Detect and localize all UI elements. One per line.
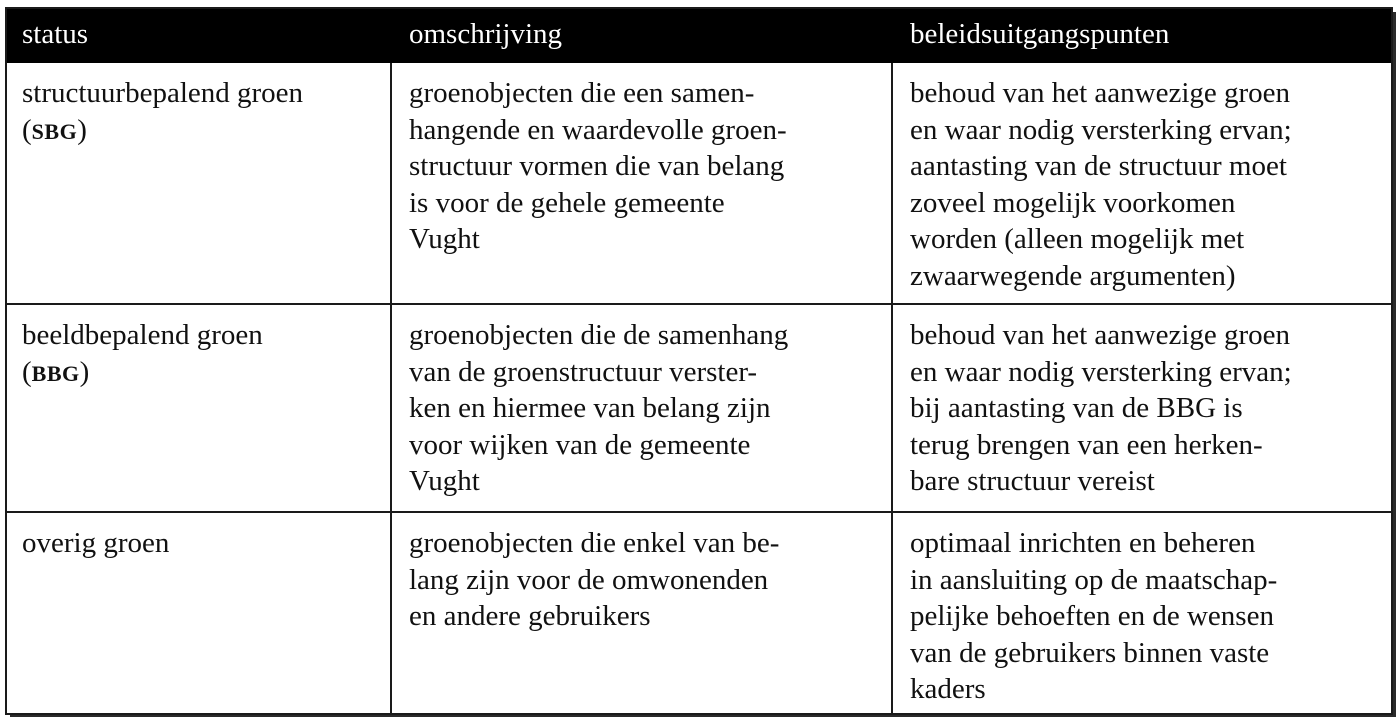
status-name: beeldbepalend groen <box>22 319 263 351</box>
text-line: groenobjecten die enkel van be- <box>409 527 780 559</box>
text-line: Vught <box>409 223 480 255</box>
text-line: bare structuur vereist <box>910 465 1155 497</box>
text-line: van de groenstructuur verster- <box>409 355 758 388</box>
header-omschrijving: omschrijving <box>392 7 893 63</box>
header-status: status <box>5 7 392 63</box>
text-line: en andere gebruikers <box>409 600 651 632</box>
text-line: hangende en waardevolle groen- <box>409 113 787 146</box>
text-line: aantasting van de structuur moet <box>910 150 1287 182</box>
text-line: bij aantasting van de BBG is <box>910 392 1243 424</box>
status-abbr-line: (SBG) <box>22 113 87 146</box>
status-name: overig groen <box>22 527 170 559</box>
text-line: groenobjecten die de samenhang <box>409 319 789 351</box>
text-line: in aansluiting op de maatschap- <box>910 563 1278 596</box>
text-line: zoveel mogelijk voorkomen <box>910 186 1236 219</box>
status-name: structuurbepalend groen <box>22 77 304 109</box>
text-line: optimaal inrichten en beheren <box>910 527 1256 559</box>
status-abbr-line: (BBG) <box>22 355 90 388</box>
text-line: van de gebruikers binnen vaste <box>910 636 1270 669</box>
text-line: ken en hiermee van belang zijn <box>409 392 771 424</box>
table-border <box>5 7 1393 715</box>
status-abbr: BBG <box>31 360 80 386</box>
text-line: is voor de gehele gemeente <box>409 186 725 219</box>
text-line: groenobjecten die een samen- <box>409 77 755 109</box>
text-line: lang zijn voor de omwonenden <box>409 563 769 596</box>
text-line: behoud van het aanwezige groen <box>910 77 1291 109</box>
text-line: behoud van het aanwezige groen <box>910 319 1291 351</box>
text-line: voor wijken van de gemeente <box>409 428 751 461</box>
text-line: worden (alleen mogelijk met <box>910 223 1245 255</box>
text-line: en waar nodig versterking ervan; <box>910 355 1292 388</box>
status-abbr: SBG <box>31 118 78 144</box>
text-line: Vught <box>409 465 480 497</box>
header-beleidsuitgangspunten: beleidsuitgangspunten <box>893 7 1393 63</box>
text-line: structuur vormen die van belang <box>409 150 785 182</box>
text-line: kaders <box>910 673 986 705</box>
text-line: terug brengen van een herken- <box>910 428 1263 461</box>
text-line: en waar nodig versterking ervan; <box>910 113 1292 146</box>
text-line: pelijke behoeften en de wensen <box>910 600 1274 632</box>
text-line: zwaarwegende argumenten) <box>910 259 1236 292</box>
